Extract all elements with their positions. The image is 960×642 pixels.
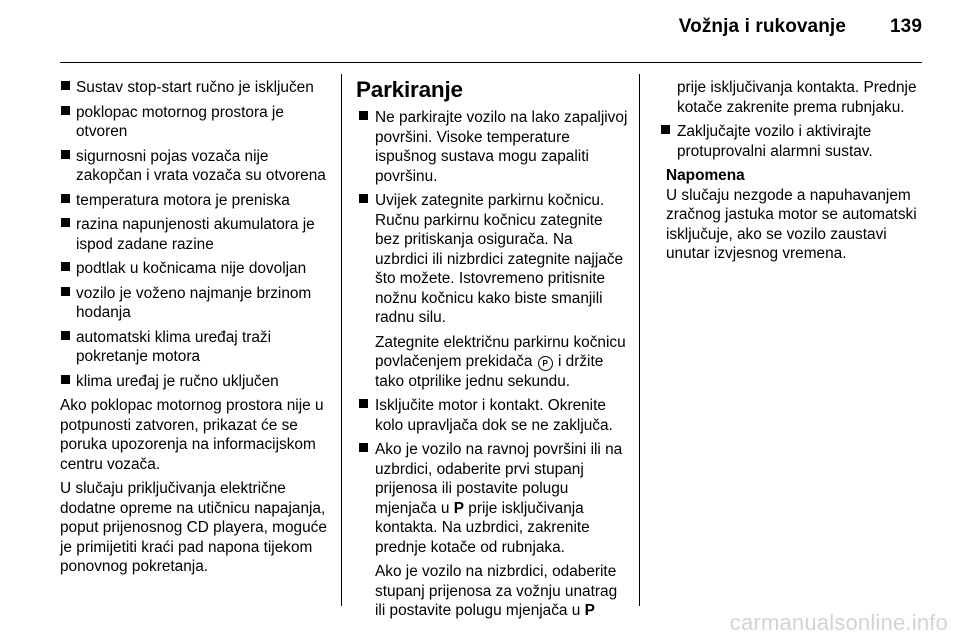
square-bullet-icon (61, 218, 70, 227)
list-item: Ne parkirajte vozilo na lako zapaljivoj površini. Visoke temperature ispušnog sustava mogu zapaliti površinu. (358, 108, 628, 186)
list-item: klima uređaj je ručno uključen (60, 372, 334, 392)
section-title: Vožnja i rukovanje (678, 16, 846, 37)
square-bullet-icon (61, 262, 70, 271)
square-bullet-icon (359, 194, 368, 203)
header-rule (60, 62, 922, 63)
list-item: sigurnosni pojas vozača nije zakopčan i vrata vozača su otvorena (60, 147, 334, 186)
list-item: podtlak u kočnicama nije dovoljan (60, 259, 334, 279)
square-bullet-icon (61, 106, 70, 115)
square-bullet-icon (661, 125, 670, 134)
paragraph-accessories: U slučaju priključivanja električne dodatne opreme na utičnicu napajanja, poput prijenosnog CD playera, moguće je primijetiti kraći pad napona tijekom ponovnog pokretanja. (60, 480, 327, 575)
list-item: razina napunjenosti akumulatora je ispod zadane razine (60, 215, 334, 254)
list-item: vozilo je voženo najmanje brzinom hodanja (60, 284, 334, 323)
parking-list-continued (358, 396, 628, 557)
list-item: Uvijek zategnite parkirnu kočnicu. Ručnu parkirnu kočnicu zategnite bez pritiskanja osigurača. Na uzbrdici ili nizbrdici zategnite najjače što možete. Istovremeno pritisnite nožnu kočnicu kako biste smanjili radnu silu. (358, 191, 628, 328)
electric-brake-paragraph: Zategnite električnu parkirnu kočnicu povlačenjem prekidača P i držite tako otprilike jednu sekundu. (375, 333, 626, 390)
page-header (679, 16, 922, 38)
continued-text: prije isključivanja kontakta. Prednje kotače zakrenite prema rubnjaku. (677, 79, 917, 116)
note-title: Napomena (666, 167, 745, 184)
square-bullet-icon (359, 443, 368, 452)
square-bullet-icon (61, 81, 70, 90)
downhill-paragraph: Ako je vozilo na nizbrdici, odaberite stupanj prijenosa za vožnju unatrag ili postavite polugu mjenjača u P (375, 563, 618, 619)
parking-heading: Parkiranje (356, 77, 463, 102)
square-bullet-icon (61, 331, 70, 340)
list-item: poklopac motornog prostora je otvoren (60, 103, 334, 142)
note-text: U slučaju nezgode a napuhavanjem zračnog jastuka motor se automatski isključuje, ako se vozilo zaustavi unutar izvjesnog vremena. (666, 186, 917, 262)
parking-list-end (660, 122, 926, 161)
list-item: Isključite motor i kontakt. Okrenite kolo upravljača dok se ne zaključa. (358, 396, 628, 435)
square-bullet-icon (61, 194, 70, 203)
square-bullet-icon (61, 287, 70, 296)
column-divider-1 (341, 74, 342, 606)
square-bullet-icon (359, 399, 368, 408)
page-number: 139 (889, 16, 922, 37)
square-bullet-icon (61, 375, 70, 384)
square-bullet-icon (61, 150, 70, 159)
parking-list (358, 108, 628, 328)
paragraph-bonnet: Ako poklopac motornog prostora nije u potpunosti zatvoren, prikazat će se poruka upozorenja na informacijskom centru vozača. (60, 397, 324, 473)
square-bullet-icon (359, 111, 368, 120)
list-item: Sustav stop-start ručno je isključen (60, 78, 334, 98)
column-3 (660, 78, 926, 264)
list-item: automatski klima uređaj traži pokretanje motora (60, 328, 334, 367)
column-1 (60, 78, 334, 582)
parking-brake-switch-icon: P (538, 356, 553, 371)
condition-list (60, 78, 334, 391)
list-item: Ako je vozilo na ravnoj površini ili na uzbrdici, odaberite prvi stupanj prijenosa ili postavite polugu mjenjača u P prije isključivanja kontakta. Na uzbrdici, zakrenite prednje kotače od rubnjaka. (358, 440, 628, 557)
list-item: temperatura motora je preniska (60, 191, 334, 211)
column-2 (358, 78, 628, 626)
list-item: Zaključajte vozilo i aktivirajte protuprovalni alarmni sustav. (660, 122, 926, 161)
watermark: carmanualsonline.info (729, 610, 948, 635)
column-divider-2 (639, 74, 640, 606)
